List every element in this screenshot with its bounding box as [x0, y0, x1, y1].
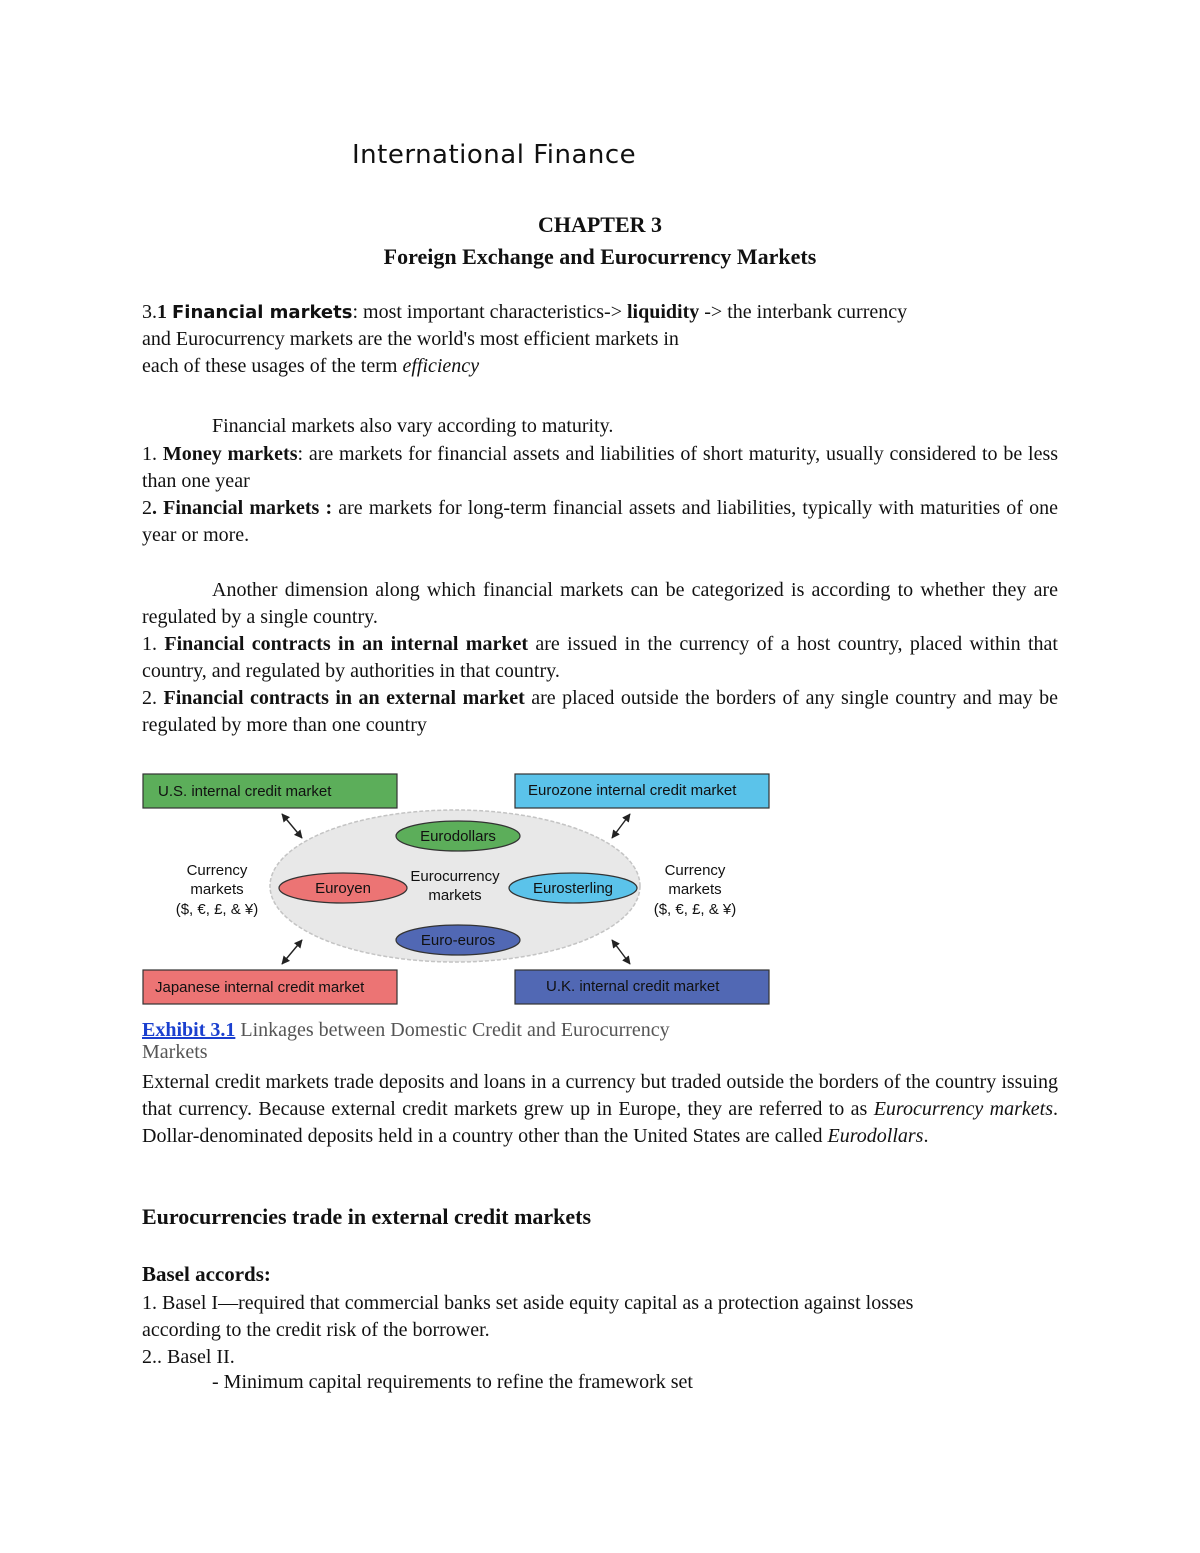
uk-credit-market-box — [515, 970, 769, 1004]
right-currency-label-1: Currency — [664, 862, 726, 879]
basel-list — [142, 1290, 1058, 1371]
japan-credit-market-box — [143, 970, 397, 1004]
exhibit-caption — [142, 1019, 782, 1063]
basel-heading: Basel accords: — [142, 1262, 271, 1286]
caption-line-1 — [142, 1019, 782, 1041]
money-markets-term: Money markets — [162, 443, 298, 465]
internal-market-term: Financial contracts in an internal market — [164, 633, 528, 655]
us-credit-market-label: U.S. internal credit market — [158, 783, 332, 800]
money-markets-text: : are markets for financial assets and liabilities of short maturity, usually considered to be less than one year — [142, 443, 1059, 492]
intro-paragraph — [142, 299, 1058, 380]
eurozone-credit-market-label: Eurozone internal credit market — [528, 782, 737, 799]
japan-link-arrow — [282, 940, 302, 964]
eurodollars-node — [396, 821, 520, 851]
basel-bullet: - Minimum capital requirements to refine the framework set — [212, 1371, 693, 1393]
intro-line-3 — [142, 353, 1058, 380]
item-number: 1. — [142, 443, 163, 465]
left-currency-label-1: Currency — [186, 862, 248, 879]
item-number: 2. — [142, 687, 164, 709]
left-currency-label-2: markets — [190, 881, 244, 898]
intro-line-2: and Eurocurrency markets are the world's most efficient markets in — [142, 328, 679, 350]
intro-text-b: -> the interbank currency — [699, 301, 908, 323]
internal-market-item — [142, 631, 1058, 685]
eurosterling-label: Eurosterling — [532, 880, 614, 897]
us-credit-market-box — [143, 774, 397, 808]
euroyen-node — [279, 873, 407, 903]
eurosterling-node — [509, 873, 637, 903]
japan-credit-market-label: Japanese internal credit market — [155, 979, 365, 996]
financial-markets-item — [142, 495, 1058, 549]
external-text-b: . Dollar-denominated deposits held in a country other than the United States are called — [142, 1098, 1058, 1147]
us-link-arrow — [282, 814, 302, 838]
center-label-line-2: markets — [428, 887, 482, 904]
center-label-line-1: Eurocurrency — [410, 868, 500, 885]
left-currency-label-3: ($, €, £, & ¥) — [175, 901, 259, 918]
external-credit-paragraph — [142, 1069, 1058, 1150]
regulation-lead: Another dimension along which financial markets can be categorized is according to whether they are regulated by a single country. — [142, 579, 1058, 628]
external-text-a: External credit markets trade deposits and loans in a currency but traded outside the borders of the country issuing that currency. Because external credit markets grew up in Europe, they are referred to as — [142, 1071, 1058, 1120]
intro-text-a: : most important characteristics-> — [352, 301, 627, 323]
right-currency-label-2: markets — [668, 881, 722, 898]
eurodollars-label: Eurodollars — [420, 828, 496, 845]
eurocurrency-linkage-diagram — [140, 768, 772, 1008]
uk-link-arrow — [612, 940, 630, 964]
intro-number-bold: 1 — [157, 301, 172, 323]
basel-item-2: 2.. Basel II. — [142, 1346, 235, 1368]
euroyen-label: Euroyen — [315, 880, 371, 897]
eurodollars-term: Eurodollars — [827, 1125, 924, 1147]
section-heading: Eurocurrencies trade in external credit markets — [142, 1204, 592, 1229]
internal-market-text: are issued in the currency of a host country, placed within that country, and regulated by authorities in that country. — [142, 633, 1058, 682]
intro-line3-text: each of these usages of the term — [142, 355, 403, 377]
external-text-c: . — [923, 1125, 929, 1147]
euroeuros-node — [396, 925, 520, 955]
caption-text: Linkages between Domestic Credit and Eurocurrency — [235, 1019, 670, 1041]
liquidity-term: liquidity — [627, 301, 700, 323]
eurozone-link-arrow — [612, 814, 630, 838]
document-title: International Finance — [352, 140, 637, 170]
financial-markets-term: . Financial markets : — [152, 497, 333, 519]
euroeuros-label: Euro-euros — [420, 932, 496, 949]
eurozone-credit-market-box — [515, 774, 769, 808]
chapter-title: Foreign Exchange and Eurocurrency Markets — [383, 244, 817, 269]
external-market-text: are placed outside the borders of any single country and may be regulated by more than one country — [142, 687, 1059, 736]
money-markets-item — [142, 441, 1058, 495]
caption-line-2: Markets — [142, 1041, 208, 1063]
external-market-term: Financial contracts in an external market — [163, 687, 525, 709]
intro-term: Financial markets — [172, 302, 353, 323]
external-market-item — [142, 685, 1058, 739]
eurocurrency-markets-term: Eurocurrency markets — [873, 1098, 1053, 1120]
intro-number: 3. — [142, 301, 157, 323]
intro-line-1 — [142, 299, 1058, 326]
efficiency-term: efficiency — [402, 355, 480, 377]
uk-credit-market-label: U.K. internal credit market — [546, 978, 720, 995]
maturity-lead: Financial markets also vary according to maturity. — [212, 415, 614, 437]
basel-item-1-line-2: according to the credit risk of the borrower. — [142, 1319, 490, 1341]
item-number: 1. — [142, 633, 165, 655]
chapter-number: CHAPTER 3 — [537, 212, 663, 237]
exhibit-link[interactable]: Exhibit 3.1 — [142, 1019, 236, 1041]
basel-item-1-line-1: 1. Basel I—required that commercial banks set aside equity capital as a protection against losses — [142, 1292, 914, 1314]
right-currency-label-3: ($, €, £, & ¥) — [653, 901, 737, 918]
item-number: 2 — [142, 497, 152, 519]
financial-markets-text: are markets for long-term financial assets and liabilities, typically with maturities of one year or more. — [142, 497, 1058, 546]
